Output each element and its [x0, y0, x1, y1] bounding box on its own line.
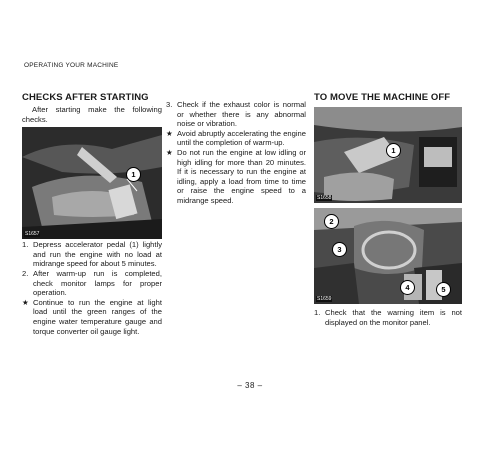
photo-tag: S1657 [25, 231, 40, 238]
list-item: 1. Depress accelerator pedal (1) lightly and run the engine with no load at midrange speed for about 5 minutes. [22, 240, 162, 269]
page-number: – 38 – [237, 381, 263, 390]
move-machine-off-title: TO MOVE THE MACHINE OFF [314, 92, 451, 103]
list-item: ★ Continue to run the engine at light load until the green ranges of the engine water temperature gauge and torque converter oil gauge light. [22, 297, 162, 336]
intro-text: After starting make the following checks. [22, 105, 162, 124]
list-item: ★ Avoid abruptly accelerating the engine until the completion of warm-up. [166, 128, 306, 148]
checks-after-starting-title: CHECKS AFTER STARTING [22, 92, 149, 103]
callout-1: 1 [386, 143, 401, 158]
list-item: 1. Check that the warning item is not displayed on the monitor panel. [314, 308, 462, 327]
callout-3: 3 [332, 242, 347, 257]
callout-4: 4 [400, 280, 415, 295]
accelerator-pedal-photo [22, 127, 162, 239]
controls-photo [314, 208, 462, 304]
list-item: 2. After warm-up run is completed, check monitor lamps for proper operation. [22, 268, 162, 298]
list-item: 3. Check if the exhaust color is normal or whether there is any abnormal noise or vibration. [166, 100, 306, 129]
left-column [22, 92, 162, 336]
list-item: ★ Do not run the engine at low idling or high idling for more than 20 minutes. If it is necessary to run the engine at idling, apply a load from time to time or raise the engine speed to a midrange speed. [166, 147, 306, 205]
photo-tag: S1658 [317, 195, 332, 201]
callout-5: 5 [436, 282, 451, 297]
monitor-panel-photo [314, 107, 462, 203]
callout-2: 2 [324, 214, 339, 229]
right-column [314, 92, 462, 327]
middle-column [166, 100, 306, 206]
photo-tag: S1659 [317, 296, 332, 302]
section-header: OPERATING YOUR MACHINE [24, 62, 119, 69]
callout-1: 1 [126, 167, 141, 182]
